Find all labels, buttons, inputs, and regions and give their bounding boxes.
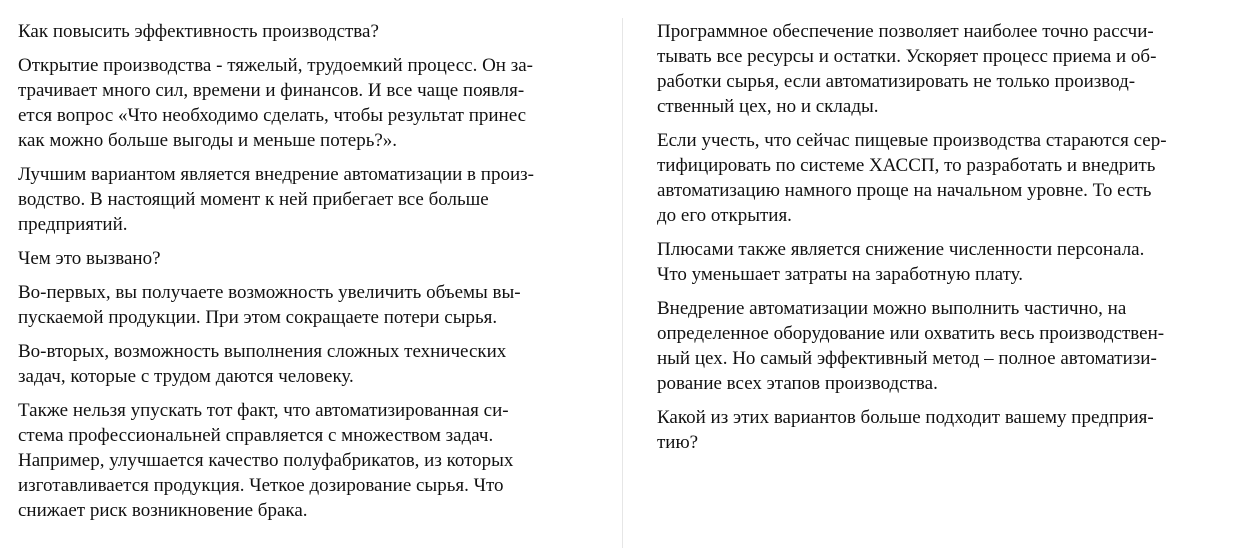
text-line: трачивает много сил, времени и финансов. И все чаще появля- <box>18 80 525 101</box>
paragraph-final-question <box>657 405 1237 455</box>
text-line: тию? <box>657 432 699 453</box>
text-line: Программное обеспечение позволяет наиболее точно рассчи- <box>657 21 1154 42</box>
text-line: ственный цех, но и склады. <box>657 96 879 117</box>
text-line: Внедрение автоматизации можно выполнить частично, на <box>657 298 1127 319</box>
paragraph-haccp <box>657 128 1237 228</box>
paragraph-question <box>18 246 598 271</box>
text-line: определенное оборудование или охватить весь производствен- <box>657 323 1165 344</box>
text-line: Открытие производства - тяжелый, трудоемкий процесс. Он за- <box>18 55 533 76</box>
text-line: Как повысить эффективность производства? <box>18 21 379 42</box>
text-line: стема профессиональней справляется с множеством задач. <box>18 425 494 446</box>
column-divider <box>622 18 623 548</box>
paragraph-second-reason <box>18 339 598 389</box>
text-line: Во-вторых, возможность выполнения сложных технических <box>18 341 507 362</box>
text-line: пускаемой продукции. При этом сокращаете потери сырья. <box>18 307 498 328</box>
text-line: снижает риск возникновение брака. <box>18 500 308 521</box>
text-line: Если учесть, что сейчас пищевые производства стараются сер- <box>657 130 1167 151</box>
text-line: ется вопрос «Что необходимо сделать, чтобы результат принес <box>18 105 527 126</box>
paragraph-staff <box>657 237 1237 287</box>
paragraph-intro <box>18 53 598 153</box>
text-line: работки сырья, если автоматизировать не только производ- <box>657 71 1136 92</box>
text-line: Чем это вызвано? <box>18 248 161 269</box>
text-line: водство. В настоящий момент к ней прибегает все больше <box>18 189 489 210</box>
paragraph-also <box>18 398 598 523</box>
text-line: задач, которые с трудом даются человеку. <box>18 366 354 387</box>
text-line: Также нельзя упускать тот факт, что автоматизированная си- <box>18 400 509 421</box>
text-line: Во-первых, вы получаете возможность увеличить объемы вы- <box>18 282 521 303</box>
paragraph-title <box>18 19 598 44</box>
text-line: Лучшим вариантом является внедрение автоматизации в произ- <box>18 164 534 185</box>
text-line: рование всех этапов производства. <box>657 373 938 394</box>
text-line: изготавливается продукция. Четкое дозирование сырья. Что <box>18 475 504 496</box>
right-column <box>657 19 1237 464</box>
paragraph-implementation <box>657 296 1237 396</box>
text-line: Какой из этих вариантов больше подходит вашему предприя- <box>657 407 1154 428</box>
left-column <box>18 19 598 532</box>
text-line: Например, улучшается качество полуфабрикатов, из которых <box>18 450 514 471</box>
text-line: предприятий. <box>18 214 128 235</box>
paragraph-best-option <box>18 162 598 237</box>
paragraph-first-reason <box>18 280 598 330</box>
paragraph-software <box>657 19 1237 119</box>
text-line: Что уменьшает затраты на заработную плату. <box>657 264 1024 285</box>
text-line: ный цех. Но самый эффективный метод – полное автоматизи- <box>657 348 1157 369</box>
text-line: автоматизацию намного проще на начальном уровне. То есть <box>657 180 1152 201</box>
text-line: до его открытия. <box>657 205 792 226</box>
text-line: тифицировать по системе ХАССП, то разработать и внедрить <box>657 155 1156 176</box>
text-line: тывать все ресурсы и остатки. Ускоряет процесс приема и об- <box>657 46 1157 67</box>
text-line: Плюсами также является снижение численности персонала. <box>657 239 1145 260</box>
text-line: как можно больше выгоды и меньше потерь?». <box>18 130 398 151</box>
